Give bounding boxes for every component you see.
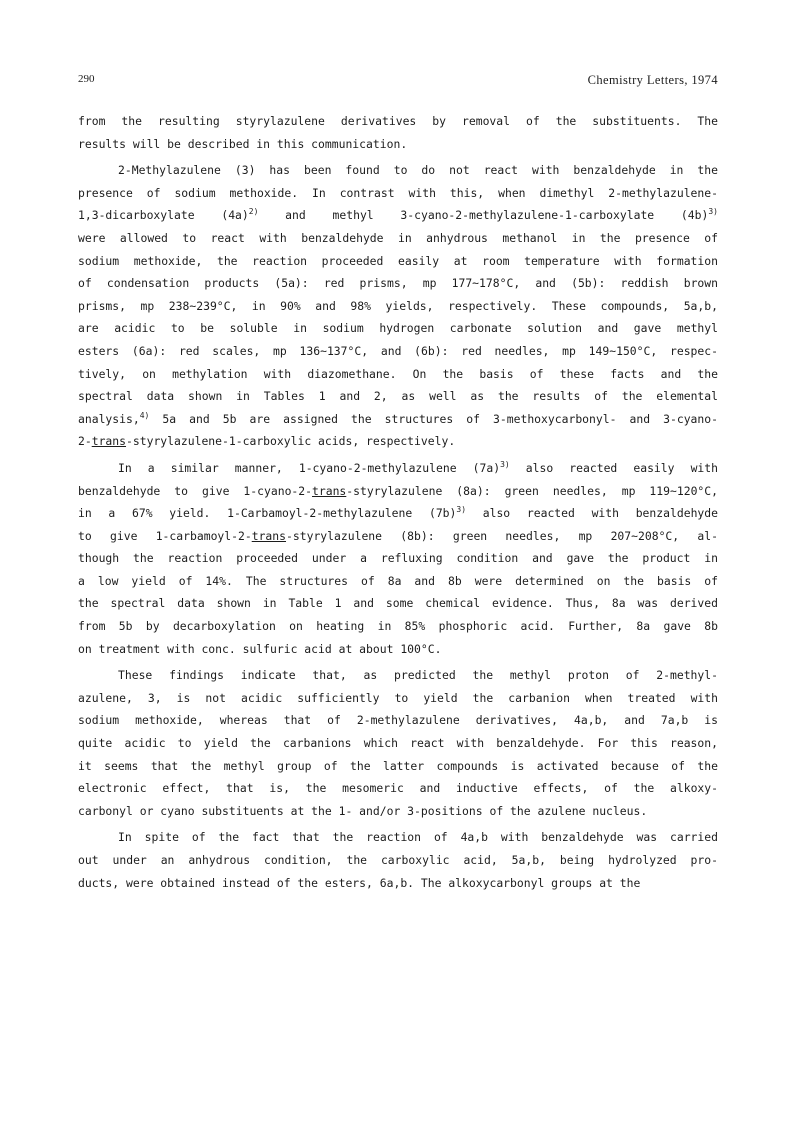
text-line [78, 295, 718, 318]
body-text [78, 110, 718, 894]
line-text-continued: -styrylazulene (8a): green needles, mp 119~120°C, [346, 483, 719, 498]
line-text: These findings indicate that, as predicted the methyl proton of 2-methyl- [118, 668, 718, 683]
text-line [78, 755, 718, 778]
text-line [78, 182, 718, 205]
line-text-continued: also reacted with benzaldehyde [466, 506, 718, 521]
text-line [78, 159, 718, 182]
text-line [78, 849, 718, 872]
line-text: sodium methoxide, whereas that of 2-methylazulene derivatives, 4a,b, and 7a,b is [78, 713, 718, 728]
reference-superscript: 3) [708, 207, 718, 217]
line-text-continued: and methyl 3-cyano-2-methylazulene-1-carboxylate (4b) [258, 208, 709, 223]
text-line [78, 317, 718, 340]
line-text: are acidic to be soluble in sodium hydrogen carbonate solution and gave methyl [78, 321, 718, 336]
line-text: presence of sodium methoxide. In contrast with this, when dimethyl 2-methylazulene- [78, 185, 718, 200]
line-text: to give 1-carbamoyl-2- [78, 528, 252, 543]
underlined-text: trans [91, 434, 127, 449]
line-text: analysis, [78, 411, 140, 426]
line-text: it seems that the methyl group of the latter compounds is activated because of the [78, 758, 718, 773]
reference-superscript: 3) [456, 505, 467, 515]
line-text-continued: -styrylazulene (8b): green needles, mp 207~208°C, al- [286, 528, 718, 543]
line-text: azulene, 3, is not acidic sufficiently to yield the carbanion when treated with [78, 690, 718, 705]
text-line [78, 204, 718, 227]
text-line [78, 709, 718, 732]
journal-title: Chemistry Letters, 1974 [587, 73, 718, 87]
text-line [78, 525, 718, 548]
line-text: In spite of the fact that the reaction of 4a,b with benzaldehyde was carried [118, 830, 718, 845]
line-text: results will be described in this communication. [78, 136, 408, 151]
underlined-text: trans [312, 483, 347, 498]
text-line [78, 385, 718, 408]
line-text: from 5b by decarboxylation on heating in 85% phosphoric acid. Further, 8a gave 8b [78, 619, 718, 634]
line-text: on treatment with conc. sulfuric acid at about 100°C. [78, 641, 442, 656]
text-line [78, 363, 718, 386]
line-text: in a 67% yield. 1-Carbamoyl-2-methylazulene (7b) [78, 506, 457, 521]
text-line [78, 826, 718, 849]
text-line [78, 664, 718, 687]
text-line [78, 638, 718, 661]
line-text: out under an anhydrous condition, the carboxylic acid, 5a,b, being hydrolyzed pro- [78, 853, 718, 867]
line-text-continued: 5a and 5b are assigned the structures of 3-methoxycarbonyl- and 3-cyano- [149, 411, 718, 426]
text-line [78, 457, 718, 480]
line-text: the spectral data shown in Table 1 and some chemical evidence. Thus, 8a was derived [78, 596, 718, 611]
text-line [78, 110, 718, 133]
text-line [78, 592, 718, 615]
line-text: quite acidic to yield the carbanions which react with benzaldehyde. For this reason, [78, 736, 718, 751]
line-text: tively, on methylation with diazomethane. On the basis of these facts and the [78, 366, 718, 381]
text-line [78, 430, 718, 453]
text-line [78, 872, 718, 895]
line-text: from the resulting styrylazulene derivatives by removal of the substituents. The [78, 114, 718, 128]
text-line [78, 480, 718, 503]
text-line [78, 250, 718, 273]
line-text: 2- [78, 434, 92, 449]
line-text: a low yield of 14%. The structures of 8a and 8b were determined on the basis of [78, 573, 718, 588]
text-line [78, 502, 718, 525]
text-line [78, 227, 718, 250]
line-text: spectral data shown in Tables 1 and 2, as well as the results of the elemental [78, 389, 718, 404]
text-line [78, 547, 718, 570]
line-text: In a similar manner, 1-cyano-2-methylazulene (7a) [118, 460, 501, 475]
reference-superscript: 3) [500, 459, 510, 469]
text-line [78, 133, 718, 156]
line-text: ducts, were obtained instead of the esters, 6a,b. The alkoxycarbonyl groups at the [78, 875, 641, 890]
line-text: though the reaction proceeded under a refluxing condition and gave the product in [78, 551, 718, 566]
underlined-text: trans [251, 528, 287, 543]
text-line [78, 340, 718, 363]
reference-superscript: 2) [248, 207, 259, 217]
page-header [78, 73, 718, 89]
line-text: 2-Methylazulene (3) has been found to do not react with benzaldehyde in the [118, 163, 718, 178]
line-text: sodium methoxide, the reaction proceeded easily at room temperature with formation [78, 253, 718, 268]
line-text: electronic effect, that is, the mesomeric and inductive effects, of the alkoxy- [78, 781, 718, 796]
text-line [78, 615, 718, 638]
reference-superscript: 4) [139, 410, 150, 420]
line-text: benzaldehyde to give 1-cyano-2- [78, 483, 312, 498]
text-line [78, 408, 718, 431]
line-text: 1,3-dicarboxylate (4a) [78, 208, 249, 223]
text-line [78, 687, 718, 710]
line-text: carbonyl or cyano substituents at the 1- and/or 3-positions of the azulene nucleus. [78, 803, 648, 818]
line-text: were allowed to react with benzaldehyde in anhydrous methanol in the presence of [78, 230, 718, 245]
line-text: of condensation products (5a): red prisms, mp 177~178°C, and (5b): reddish brown [78, 276, 718, 291]
line-text-continued: -styrylazulene-1-carboxylic acids, respectively. [126, 434, 456, 449]
text-line [78, 732, 718, 755]
page-number: 290 [78, 73, 95, 85]
text-line [78, 570, 718, 593]
text-line [78, 800, 718, 823]
line-text: esters (6a): red scales, mp 136~137°C, and (6b): red needles, mp 149~150°C, respec- [78, 343, 718, 358]
line-text: prisms, mp 238~239°C, in 90% and 98% yields, respectively. These compounds, 5a,b, [78, 298, 718, 313]
text-line [78, 777, 718, 800]
line-text-continued: also reacted easily with [509, 460, 718, 475]
text-line [78, 272, 718, 295]
